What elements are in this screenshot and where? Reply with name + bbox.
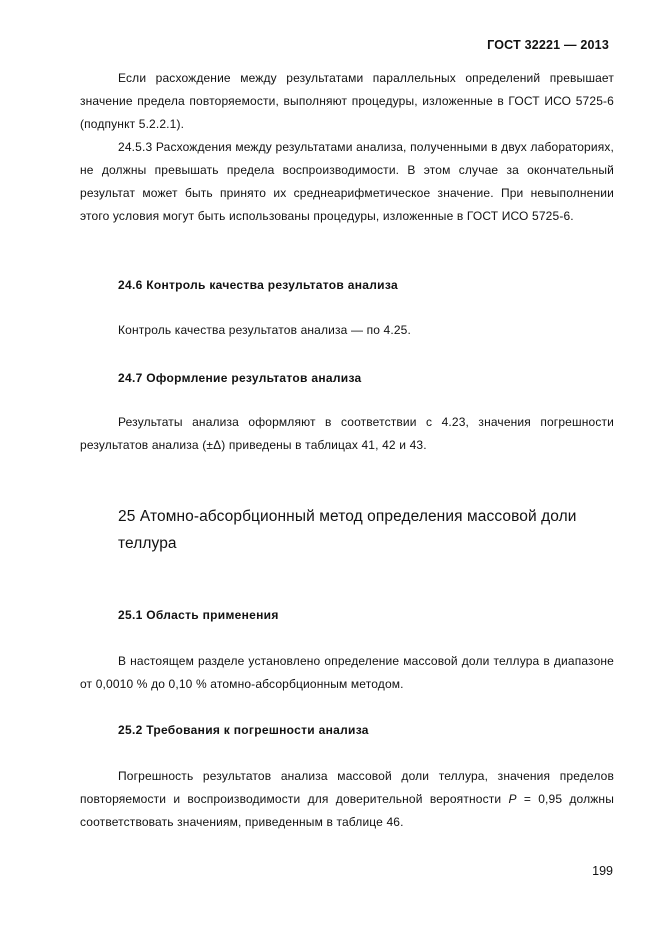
paragraph-text: В настоящем разделе установлено определение массовой доли теллура в диапазоне от 0,0010 % до 0,10 % атомно-абсорбционным методом. — [80, 654, 614, 691]
paragraph-text — [80, 765, 614, 834]
subsection-heading-25-2: 25.2 Требования к погрешности анализа — [118, 723, 369, 737]
paragraph-results-format — [80, 411, 614, 457]
subsection-heading-24-6: 24.6 Контроль качества результатов анализа — [118, 278, 398, 292]
paragraph-text: Результаты анализа оформляют в соответствии с 4.23, значения погрешности результатов анализа (±Δ) приведены в таблицах 41, 42 и 43. — [80, 415, 614, 452]
subsection-heading-24-7: 24.7 Оформление результатов анализа — [118, 371, 362, 385]
running-header: ГОСТ 32221 — 2013 — [487, 38, 609, 52]
section-heading-25: 25 Атомно-абсорбционный метод определения массовой доли теллура — [118, 508, 577, 552]
page-number: 199 — [592, 864, 613, 878]
paragraph-repeatability — [80, 67, 614, 136]
subsection-heading-25-1: 25.1 Область применения — [118, 608, 279, 622]
paragraph-24-5-3 — [80, 136, 614, 228]
probability-symbol: P — [508, 792, 517, 806]
paragraph-text-part: Погрешность результатов анализа массовой доли теллура, значения пределов повторяемости и воспроизводимости для доверительной вероятности — [80, 769, 614, 806]
paragraph-accuracy — [80, 765, 614, 834]
paragraph-quality-control — [80, 319, 614, 342]
paragraph-text: Контроль качества результатов анализа — по 4.25. — [118, 323, 411, 337]
paragraph-scope — [80, 650, 614, 696]
paragraph-text: Если расхождение между результатами параллельных определений превышает значение предела повторяемости, выполняют процедуры, изложенные в ГОСТ ИСО 5725-6 (подпункт 5.2.2.1). — [80, 71, 614, 131]
paragraph-text: 24.5.3 Расхождения между результатами анализа, полученными в двух лабораториях, не должны превышать предела воспроизводимости. В этом случае за окончательный результат может быть принято их среднеарифметическое значение. При невыполнении этого условия могут быть использованы процедуры, изложенные в ГОСТ ИСО 5725-6. — [80, 140, 614, 223]
paragraph-text-part: = 0,95 должны соответствовать значениям, приведенным в таблице 46. — [80, 792, 614, 829]
